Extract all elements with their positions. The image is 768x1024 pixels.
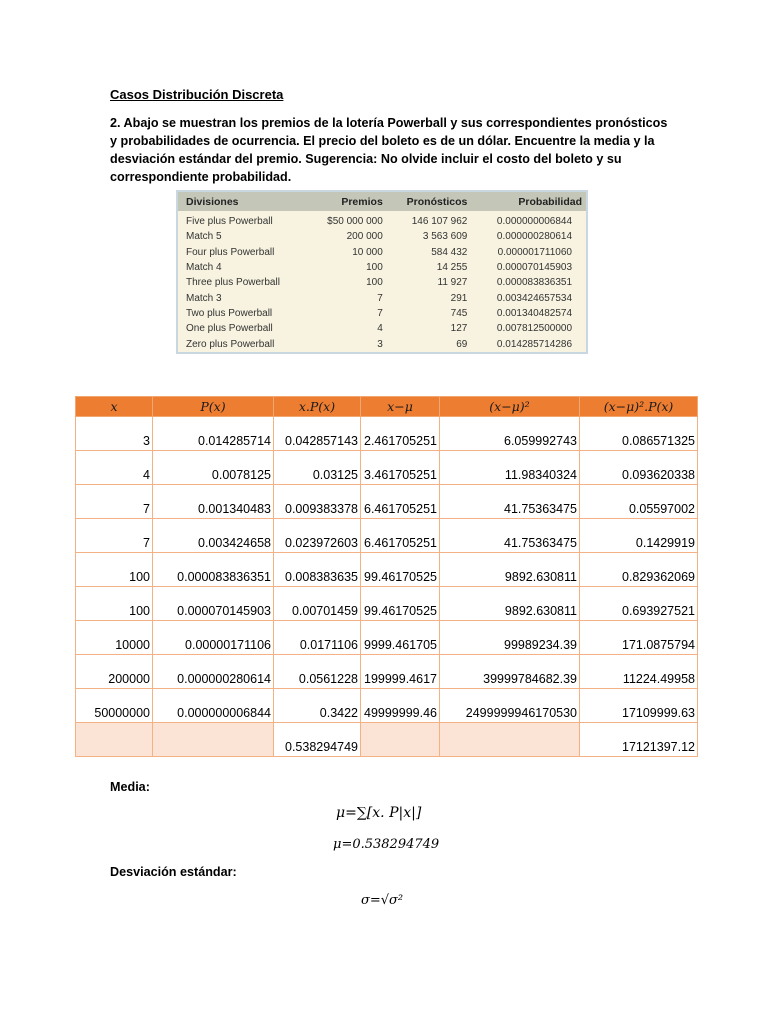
lottery-cell: 584 432	[431, 246, 468, 258]
calc-cell: 171.0875794	[580, 621, 698, 655]
calc-cell: 3.461705251	[361, 451, 440, 485]
calc-cell: 6.059992743	[440, 417, 580, 451]
calc-cell: 9999.461705	[361, 621, 440, 655]
lottery-cell: $50 000 000	[327, 216, 383, 228]
calc-cell: 0.000083836351	[153, 553, 274, 587]
calc-total-cell	[361, 723, 440, 757]
document-heading: Casos Distribución Discreta	[110, 87, 284, 102]
calc-cell: 100	[76, 553, 153, 587]
media-label: Media:	[110, 780, 150, 794]
lottery-row	[178, 245, 586, 260]
lottery-cell: 7	[377, 292, 383, 304]
calc-cell: 0.001340483	[153, 485, 274, 519]
lottery-cell: 0.000001711060	[497, 246, 572, 258]
calc-cell: 0.093620338	[580, 451, 698, 485]
calc-cell: 7	[76, 519, 153, 553]
lottery-cell: Two plus Powerball	[186, 307, 273, 319]
lottery-cell: 0.000070145903	[496, 262, 572, 274]
lottery-cell: 3 563 609	[422, 231, 468, 243]
lottery-cell: 0.000083836351	[496, 277, 572, 289]
lottery-table-image	[176, 190, 588, 354]
std-dev-formula: σ=√σ²	[361, 893, 404, 908]
calc-total-cell	[153, 723, 274, 757]
calc-total-cell: 17121397.12	[580, 723, 698, 757]
lottery-cell: 11 927	[437, 277, 468, 289]
calc-cell: 0.009383378	[274, 485, 361, 519]
lottery-cell: 0.001340482574	[496, 307, 572, 319]
calc-cell: 200000	[76, 655, 153, 689]
calc-cell: 3	[76, 417, 153, 451]
calc-total-cell: 0.538294749	[274, 723, 361, 757]
lottery-row	[178, 290, 586, 305]
lottery-cell: 100	[366, 262, 383, 274]
calc-cell: 10000	[76, 621, 153, 655]
calc-cell: 0.0561228	[274, 655, 361, 689]
calc-row	[76, 519, 698, 553]
calculation-table	[75, 396, 698, 757]
lottery-cell: Match 5	[186, 231, 222, 243]
lottery-row	[178, 321, 586, 336]
calc-cell: 99.46170525	[361, 587, 440, 621]
lottery-row	[178, 211, 586, 229]
lottery-cell: 7	[377, 307, 383, 319]
calc-row	[76, 485, 698, 519]
lottery-cell: 146 107 962	[411, 216, 468, 228]
calc-cell: 0.042857143	[274, 417, 361, 451]
lottery-header-cell: Pronósticos	[406, 195, 468, 208]
calc-row	[76, 417, 698, 451]
calc-cell: 0.1429919	[580, 519, 698, 553]
calc-cell: 0.05597002	[580, 485, 698, 519]
problem-statement: 2. Abajo se muestran los premios de la lotería Powerball y sus correspondientes pronósticos y probabilidades de ocurrencia. El precio del boleto es de un dólar. Encuentre la media y la desviación estándar del premio. Sugerencia: No olvide incluir el costo del boleto y su correspondiente probabilidad.	[110, 116, 668, 184]
lottery-cell: Match 4	[186, 262, 222, 274]
lottery-cell: Match 3	[186, 292, 222, 304]
calc-cell: 17109999.63	[580, 689, 698, 723]
calc-cell: 6.461705251	[361, 485, 440, 519]
calc-cell: 4	[76, 451, 153, 485]
lottery-cell: 0.000000006844	[496, 216, 572, 228]
lottery-cell: 3	[377, 338, 383, 350]
calc-cell: 0.008383635	[274, 553, 361, 587]
calc-cell: 49999999.46	[361, 689, 440, 723]
calc-header-cell: (x−μ)².P(x)	[580, 397, 698, 417]
calc-cell: 0.00000171106	[153, 621, 274, 655]
calc-header-cell: x.P(x)	[274, 397, 361, 417]
lottery-cell: Three plus Powerball	[186, 277, 280, 289]
calc-header-cell: P(x)	[153, 397, 274, 417]
calc-cell: 0.829362069	[580, 553, 698, 587]
calc-cell: 9892.630811	[440, 553, 580, 587]
calc-cell: 0.0171106	[274, 621, 361, 655]
lottery-header-cell: Premios	[341, 195, 383, 208]
lottery-table	[178, 192, 586, 352]
std-dev-label: Desviación estándar:	[110, 865, 237, 879]
calc-row	[76, 621, 698, 655]
calc-cell: 6.461705251	[361, 519, 440, 553]
lottery-cell: One plus Powerball	[186, 323, 273, 335]
calc-cell: 199999.4617	[361, 655, 440, 689]
calc-cell: 41.75363475	[440, 485, 580, 519]
lottery-header-cell: Probabilidad	[518, 195, 582, 208]
calc-cell: 0.000000280614	[153, 655, 274, 689]
mean-value: μ=0.538294749	[333, 837, 440, 852]
calc-cell: 0.000000006844	[153, 689, 274, 723]
calc-cell: 0.003424658	[153, 519, 274, 553]
calc-cell: 2499999946170530	[440, 689, 580, 723]
calc-cell: 100	[76, 587, 153, 621]
calc-cell: 0.000070145903	[153, 587, 274, 621]
calc-cell: 11.98340324	[440, 451, 580, 485]
lottery-cell: Zero plus Powerball	[186, 338, 275, 350]
lottery-cell: 100	[366, 277, 383, 289]
calc-cell: 99989234.39	[440, 621, 580, 655]
lottery-cell: Four plus Powerball	[186, 246, 275, 258]
lottery-row	[178, 275, 586, 290]
calc-cell: 99.46170525	[361, 553, 440, 587]
calc-row	[76, 655, 698, 689]
lottery-cell: 127	[450, 323, 468, 335]
calc-cell: 39999784682.39	[440, 655, 580, 689]
lottery-cell: 745	[450, 307, 468, 319]
lottery-cell: 0.007812500000	[496, 323, 572, 335]
calc-row	[76, 689, 698, 723]
calc-total-cell	[440, 723, 580, 757]
lottery-cell: 291	[450, 292, 468, 304]
calc-row	[76, 451, 698, 485]
calc-row	[76, 587, 698, 621]
lottery-row	[178, 229, 586, 244]
calc-cell: 0.03125	[274, 451, 361, 485]
calc-cell: 7	[76, 485, 153, 519]
calc-cell: 0.023972603	[274, 519, 361, 553]
lottery-row	[178, 306, 586, 321]
calc-header-cell: x	[76, 397, 153, 417]
calc-header-cell: (x−μ)²	[440, 397, 580, 417]
lottery-cell: 69	[456, 338, 468, 350]
lottery-cell: 0.000000280614	[496, 231, 572, 243]
lottery-cell: 200 000	[346, 231, 383, 243]
lottery-cell: Five plus Powerball	[186, 216, 273, 228]
lottery-cell: 10 000	[352, 246, 383, 258]
calc-cell: 11224.49958	[580, 655, 698, 689]
calc-total-cell	[76, 723, 153, 757]
lottery-row	[178, 336, 586, 351]
lottery-row	[178, 260, 586, 275]
calc-total-row	[76, 723, 698, 757]
calc-header-cell: x−μ	[361, 397, 440, 417]
calc-cell: 2.461705251	[361, 417, 440, 451]
calc-cell: 0.693927521	[580, 587, 698, 621]
lottery-cell: 14 255	[436, 262, 468, 274]
calc-cell: 0.3422	[274, 689, 361, 723]
calc-cell: 0.00701459	[274, 587, 361, 621]
lottery-cell: 0.003424657534	[496, 292, 572, 304]
calc-cell: 0.014285714	[153, 417, 274, 451]
lottery-header-cell: Divisiones	[186, 195, 239, 208]
calc-row	[76, 553, 698, 587]
lottery-cell: 0.014285714286	[496, 338, 572, 350]
calc-cell: 0.0078125	[153, 451, 274, 485]
calc-cell: 41.75363475	[440, 519, 580, 553]
lottery-cell: 4	[377, 323, 383, 335]
calc-cell: 9892.630811	[440, 587, 580, 621]
calc-cell: 50000000	[76, 689, 153, 723]
calc-cell: 0.086571325	[580, 417, 698, 451]
mean-formula: μ=∑[x. P|x|]	[336, 805, 422, 821]
